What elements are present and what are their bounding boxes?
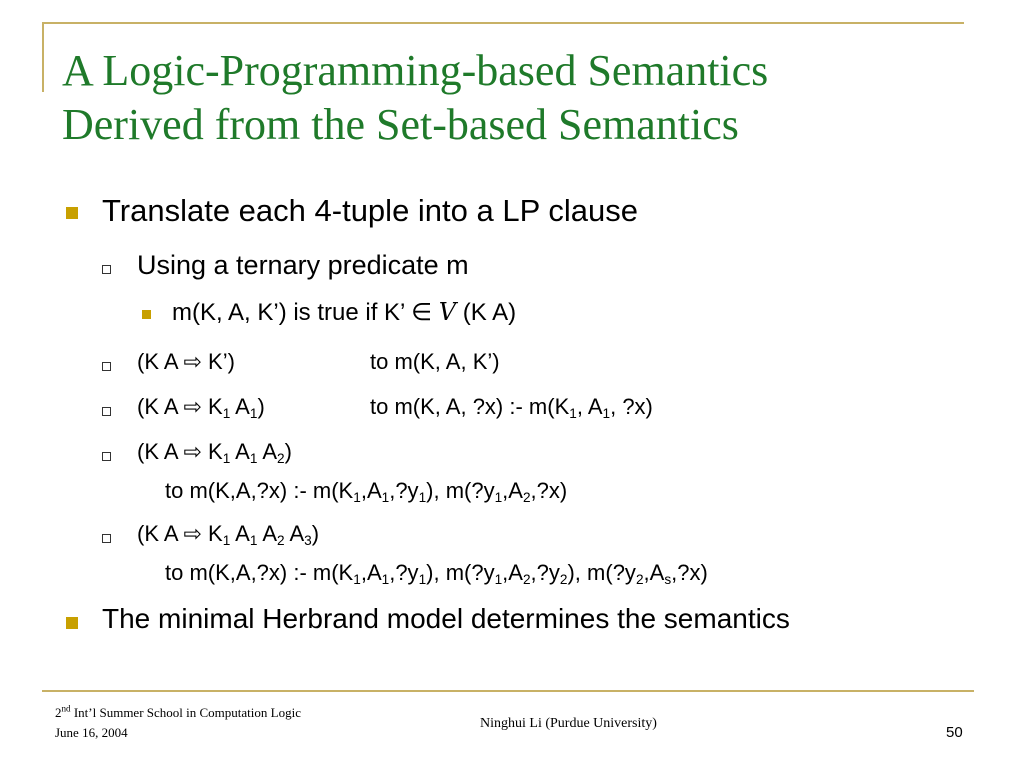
left-rule <box>42 22 44 92</box>
title-line-1: A Logic-Programming-based Semantics <box>62 46 769 95</box>
footer-school-sup: nd <box>61 703 71 714</box>
footer-school <box>55 703 301 723</box>
bullet-translate: Translate each 4-tuple into a LP clause <box>102 193 638 228</box>
calligraphic-v: V <box>438 298 457 326</box>
rule-3-lhs: (K A ⇨ $K_1$ $A_1$ $A_2$) <box>137 439 292 467</box>
rule-1-lhs: (K A ⇨ K’) <box>137 349 235 374</box>
hollow-square-bullet-icon <box>102 265 111 274</box>
hollow-square-bullet-icon <box>102 452 111 461</box>
rule-2-rhs: to m(K, A, ?x) :- $m(K_1$, $A_1$, ?x) <box>370 394 653 422</box>
rule-4-rhs: to m(K,A,?x) :- $m(K_1,A_1,?y_1)$, $m(?y_1,A_2,?y_2)$, $m(?y_2,A_s,?x)$ <box>165 560 708 588</box>
bullet-ternary-predicate: Using a ternary predicate m <box>137 250 469 280</box>
page-number: 50 <box>946 724 963 741</box>
bullet-square-icon <box>142 310 151 319</box>
m-true-prefix: m(K, A, K’) is true if K’ <box>172 299 412 326</box>
footer-left <box>55 703 301 743</box>
hollow-square-bullet-icon <box>102 362 111 371</box>
footer-author: Ninghui Li (Purdue University) <box>480 716 657 731</box>
rule-3-rhs: to m(K,A,?x) :- $m(K_1,A_1,?y_1)$, $m(?y_1,A_2,?x)$ <box>165 478 568 506</box>
footer-school-num: 2 <box>55 705 62 720</box>
top-rule <box>42 22 964 24</box>
rule-2-lhs: (K A ⇨ $K_1$ $A_1$) <box>137 394 265 422</box>
bottom-rule <box>42 690 974 692</box>
rule-4-lhs: (K A ⇨ $K_1$ $A_1$ $A_2$ $A_3$) <box>137 521 320 549</box>
hollow-square-bullet-icon <box>102 407 111 416</box>
element-of-symbol: ∈ <box>411 299 433 326</box>
hollow-square-bullet-icon <box>102 534 111 543</box>
m-true-suffix: (K A) <box>462 299 517 326</box>
title-line-2: Derived from the Set-based Semantics <box>62 100 739 149</box>
slide-title <box>62 44 982 152</box>
bullet-herbrand: The minimal Herbrand model determines the semantics <box>102 603 790 634</box>
rule-1-rhs: to m(K, A, K’) <box>370 349 500 374</box>
footer-date: June 16, 2004 <box>55 725 128 740</box>
bullet-square-icon <box>66 617 78 629</box>
bullet-square-icon <box>66 207 78 219</box>
bullet-m-true <box>172 298 516 327</box>
footer-school-name: Int’l Summer School in Computation Logic <box>70 705 301 720</box>
